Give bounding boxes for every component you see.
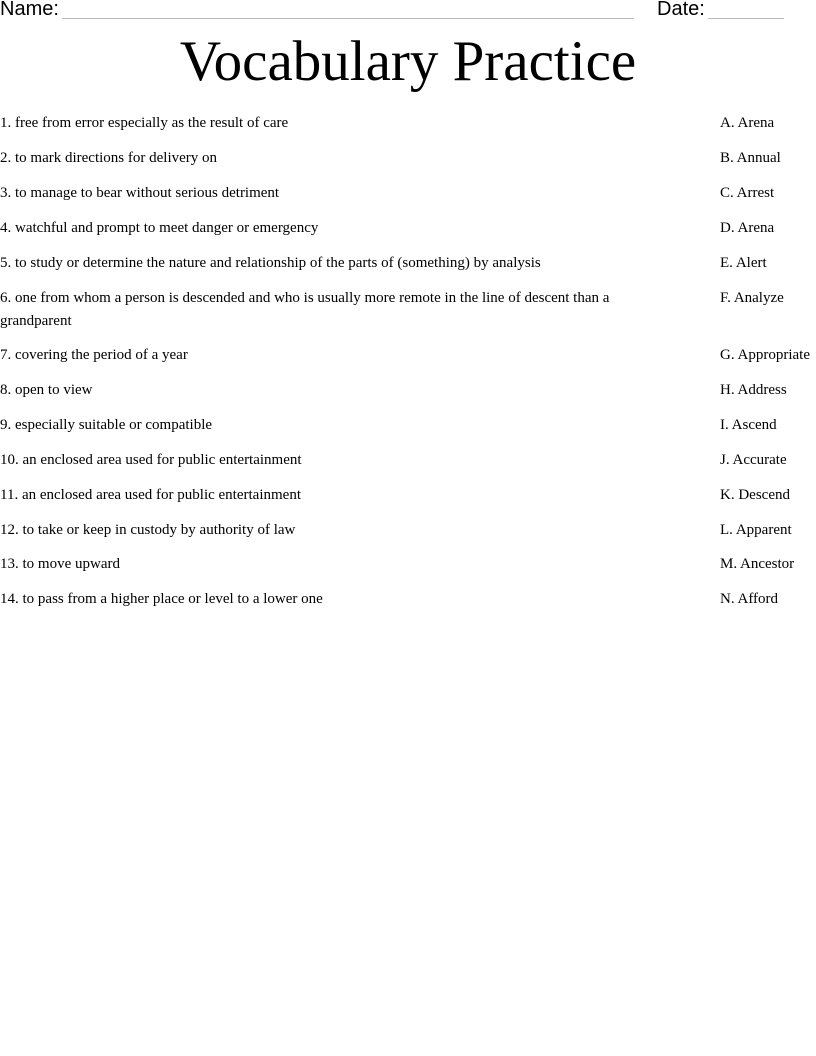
answer-option: D. Arena	[720, 220, 775, 236]
clue-text: 3. to manage to bear without serious detriment	[0, 185, 280, 201]
answer-option: B. Annual	[720, 150, 781, 166]
name-blank-line	[62, 18, 634, 19]
clue-text: 7. covering the period of a year	[0, 347, 188, 363]
answer-option: L. Apparent	[720, 522, 792, 538]
clue-text: 1. free from error especially as the result of care	[0, 115, 289, 131]
name-label: Name:	[0, 0, 59, 20]
answer-option: K. Descend	[720, 487, 790, 503]
clue-text: 8. open to view	[0, 382, 93, 398]
clue-text: 11. an enclosed area used for public entertainment	[0, 487, 301, 503]
answer-option: I. Ascend	[720, 417, 777, 433]
answer-option: A. Arena	[720, 115, 775, 131]
answer-option: E. Alert	[720, 255, 767, 271]
clue-text: 4. watchful and prompt to meet danger or emergency	[0, 220, 319, 236]
answer-option: G. Appropriate	[720, 347, 810, 363]
answer-option: M. Ancestor	[720, 556, 795, 572]
clue-text: 5. to study or determine the nature and relationship of the parts of (something) by analysis	[0, 255, 541, 271]
clue-text: 10. an enclosed area used for public entertainment	[0, 452, 302, 468]
worksheet-header	[0, 0, 816, 26]
answer-option: F. Analyze	[720, 290, 784, 306]
date-blank-line	[708, 18, 784, 19]
clue-text: 14. to pass from a higher place or level to a lower one	[0, 591, 323, 607]
answer-option: J. Accurate	[720, 452, 787, 468]
answer-option: C. Arrest	[720, 185, 775, 201]
clue-text: 6. one from whom a person is descended and who is usually more remote in the line of descent than a grandparent	[0, 290, 610, 329]
clue-text: 2. to mark directions for delivery on	[0, 150, 218, 166]
clue-text: 13. to move upward	[0, 556, 120, 572]
clue-text: 12. to take or keep in custody by authority of law	[0, 522, 296, 538]
date-label: Date:	[657, 0, 705, 20]
answer-option: H. Address	[720, 382, 787, 398]
answer-option: N. Afford	[720, 591, 779, 607]
clue-text: 9. especially suitable or compatible	[0, 417, 213, 433]
page-title: Vocabulary Practice	[179, 30, 637, 93]
